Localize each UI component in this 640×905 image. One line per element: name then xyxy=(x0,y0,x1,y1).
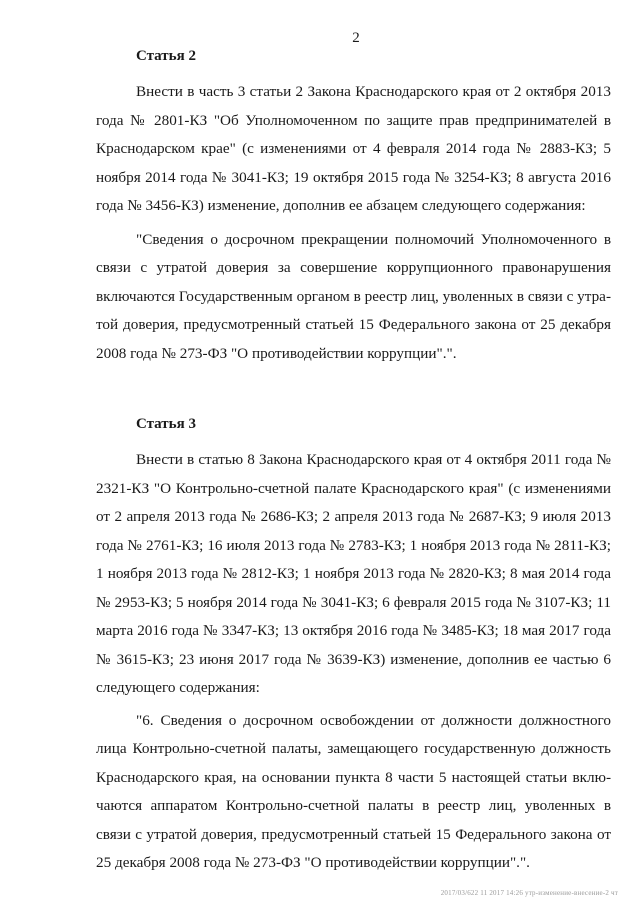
article-3-heading: Статья 3 xyxy=(136,416,196,432)
article-2 xyxy=(96,46,611,368)
article-2-paragraph-1: Внести в часть 3 статьи 2 Закона Краснодарского края от 2 октября 2013 года № 2801-КЗ "Об Уполномоченном по защите прав предпринимателей в Краснодарском крае" (с изменениями от 4 февраля 2014 года № 2883-КЗ; 5 ноября 2014 года № 3041-КЗ; 19 октября 2015 года № 3254-КЗ; 8 августа 2016 года № 3456-КЗ) изменение, дополнив ее абзацем следующего содержания: xyxy=(96,83,611,214)
article-3 xyxy=(96,414,611,878)
footer-file-stamp: 2017/03/622 11 2017 14:26 утр-изменение-внесение-2 чт xyxy=(440,889,618,897)
article-2-heading: Статья 2 xyxy=(136,48,196,64)
article-2-paragraph-2: "Сведения о досрочном прекращении полномочий Уполномоченного в связи с утратой доверия за совершение коррупционного правонарушения включаются Государственным органом в реестр лиц, уволенных в связи с утратой доверия, предусмотренный статьей 15 Федерального закона от 25 декабря 2008 года № 273-ФЗ "О противодействии коррупции".". xyxy=(96,230,611,362)
article-3-paragraph-2: "6. Сведения о досрочном освобождении от должности должностного лица Контрольно-счетной палаты, замещающего государственную должность Краснодарского края, на основании пункта 8 части 5 настоящей статьи включаются аппаратом Контрольно-счетной палаты в реестр лиц, уволенных в связи с утратой доверия, предусмотренный статьей 15 Федерального закона от 25 декабря 2008 года № 273-ФЗ "О противодействии коррупции".". xyxy=(96,711,611,871)
document-body xyxy=(96,44,611,878)
page-number: 2 xyxy=(352,30,360,46)
article-3-paragraph-1: Внести в статью 8 Закона Краснодарского края от 4 октября 2011 года № 2321-КЗ "О Контрольно-счетной палате Краснодарского края" (с изменениями от 2 апреля 2013 года № 2686-КЗ; 2 апреля 2013 года № 2687-КЗ; 9 июля 2013 года № 2761-КЗ; 16 июля 2013 года № 2783-КЗ; 1 ноября 2013 года № 2811-КЗ; 1 ноября 2013 года № 2812-КЗ; 1 ноября 2013 года № 2820-КЗ; 8 мая 2014 года № 2953-КЗ; 5 ноября 2014 года № 3041-КЗ; 6 февраля 2015 года № 3107-КЗ; 11 марта 2016 года № 3347-КЗ; 13 октября 2016 года № 3485-КЗ; 18 мая 2017 года № 3615-КЗ; 23 июня 2017 года № 3639-КЗ) изменение, дополнив ее частью 6 следующего содержания: xyxy=(96,451,611,696)
